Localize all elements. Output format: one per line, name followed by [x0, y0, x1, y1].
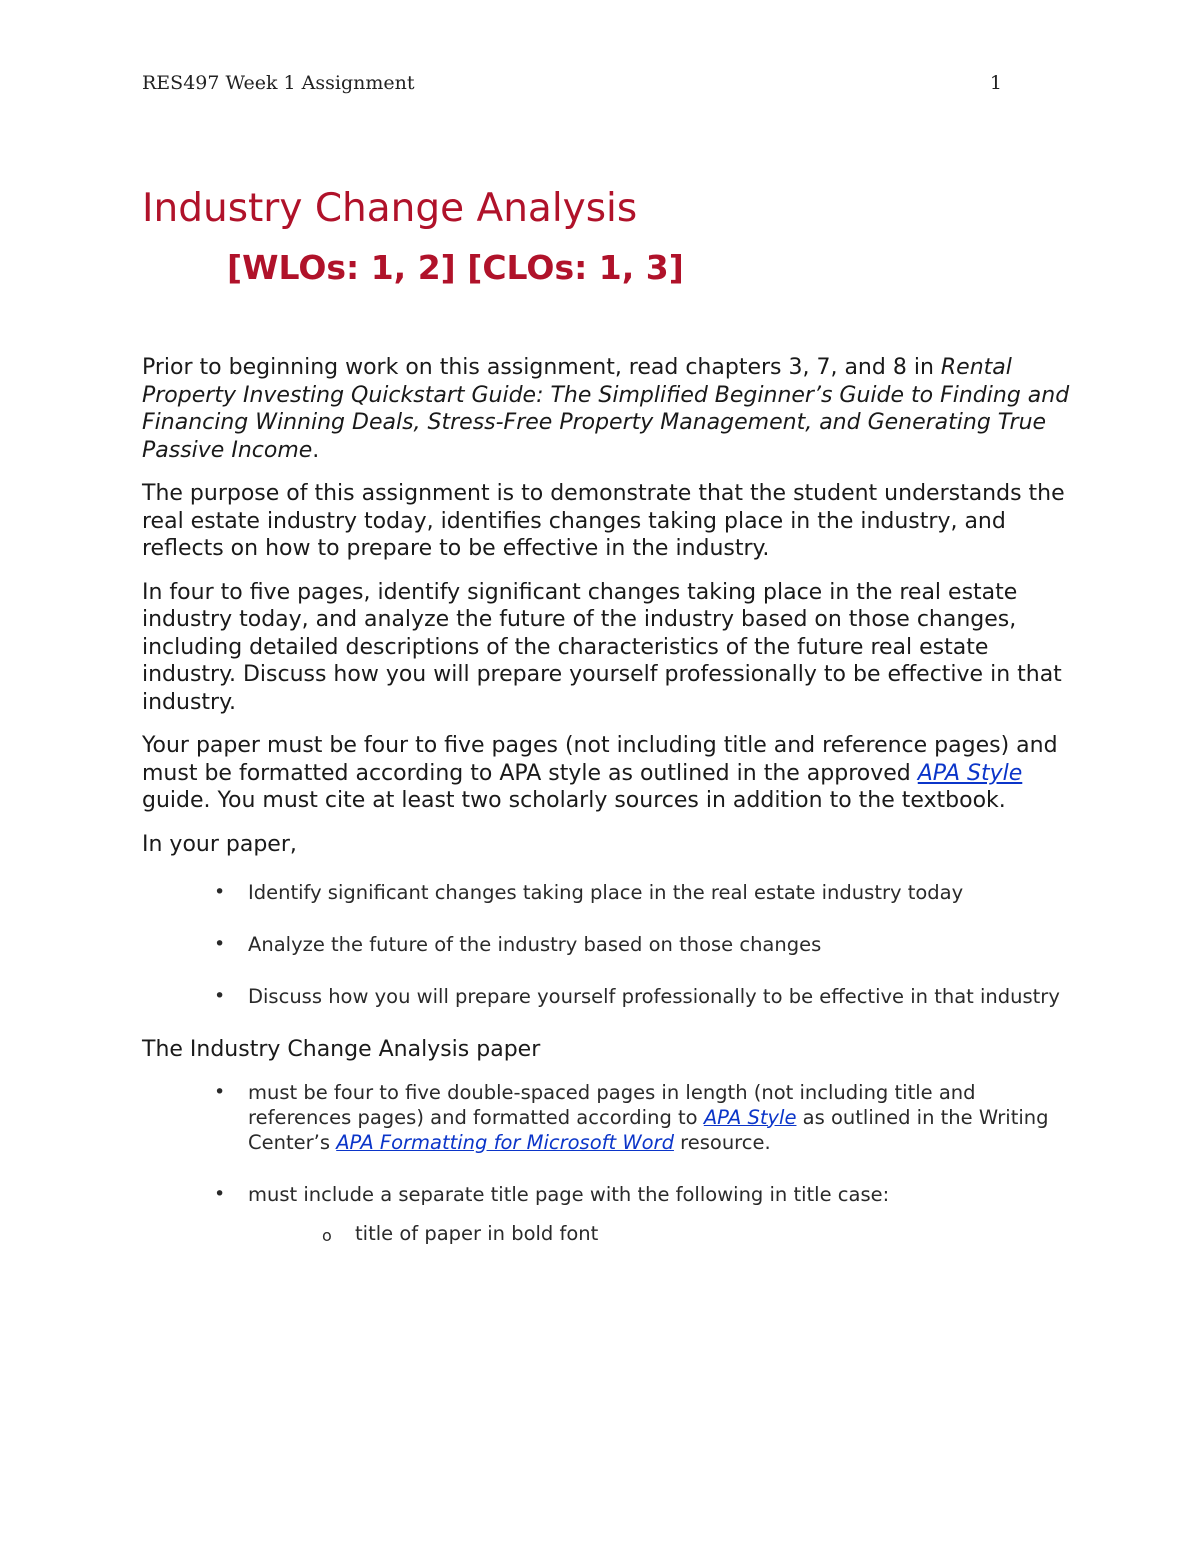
paragraph-format-end: guide. You must cite at least two scholarly sources in addition to the textbook. [142, 788, 1006, 813]
apa-style-link-2[interactable]: APA Style [703, 1105, 797, 1129]
list-item [142, 1182, 1072, 1207]
paragraph-in-your-paper: In your paper, [142, 831, 297, 857]
list-item [142, 932, 1072, 957]
paragraph-reading-start: Prior to beginning work on this assignment, read chapters 3, 7, and 8 in [142, 355, 941, 380]
requirement-end: resource. [673, 1130, 771, 1154]
circle-bullet-icon: o [322, 1225, 332, 1245]
list-item-text: Discuss how you will prepare yourself professionally to be effective in that industry [248, 985, 1060, 1008]
paragraph-purpose: The purpose of this assignment is to demonstrate that the student understands the real estate industry today, identifies changes taking place in the industry, and reflects on how to prepare to be effective in the industry. [142, 481, 1065, 561]
apa-formatting-word-link[interactable]: APA Formatting for Microsoft Word [336, 1130, 674, 1154]
paragraph-format [142, 732, 1072, 815]
paragraph-instructions: In four to five pages, identify significant changes taking place in the real estate industry today, and analyze the future of the industry based on those changes, including detailed descriptions of the characteristics of the future real estate industry. Discuss how you will prepare yourself professionally to be effective in that industry. [142, 579, 1062, 715]
list-item [142, 1080, 1072, 1155]
title-page-sublist [142, 1221, 1072, 1246]
section-heading: The Industry Change Analysis paper [142, 1037, 541, 1062]
requirements-list [142, 1080, 1072, 1207]
textbook-title: Rental Property Investing Quickstart Guide: The Simplified Beginner’s Guide to Finding and Financing Winning Deals, Stress-Free Property Management, and Generating True Passive Income [142, 355, 1070, 463]
list-item [142, 880, 1072, 905]
paragraph-reading-end: . [312, 437, 320, 463]
bullet-icon: • [214, 933, 226, 955]
document-title: Industry Change Analysis [142, 186, 638, 231]
paragraph-reading [142, 354, 1072, 464]
bullet-icon: • [214, 881, 226, 903]
document-body [142, 354, 1072, 1246]
paragraph-format-start: Your paper must be four to five pages (not including title and reference pages) and must be formatted according to APA style as outlined in the approved [142, 733, 1058, 786]
bullet-icon: • [214, 985, 226, 1007]
running-head: RES497 Week 1 Assignment [142, 72, 415, 94]
list-item-text: Identify significant changes taking place in the real estate industry today [248, 881, 964, 904]
page-header [142, 72, 1002, 102]
apa-style-link[interactable]: APA Style [917, 760, 1023, 786]
list-item-text: Analyze the future of the industry based on those changes [248, 933, 822, 956]
bullet-icon: • [214, 1182, 226, 1205]
list-item-text: must include a separate title page with the following in title case: [248, 1182, 890, 1206]
sub-list-item-text: title of paper in bold font [355, 1221, 599, 1245]
list-item [142, 984, 1072, 1009]
sub-list-item [142, 1221, 1072, 1246]
page-number: 1 [989, 72, 1002, 94]
learning-outcomes-subtitle: [WLOs: 1, 2] [CLOs: 1, 3] [227, 248, 684, 287]
requirement-start: must be four to five double-spaced pages in length (not including title and references pages) and formatted according to [248, 1080, 976, 1129]
requirement-mid: as outlined in the Writing Center’s [248, 1105, 1049, 1154]
bullet-icon: • [214, 1080, 226, 1103]
paper-content-list [142, 880, 1072, 1009]
